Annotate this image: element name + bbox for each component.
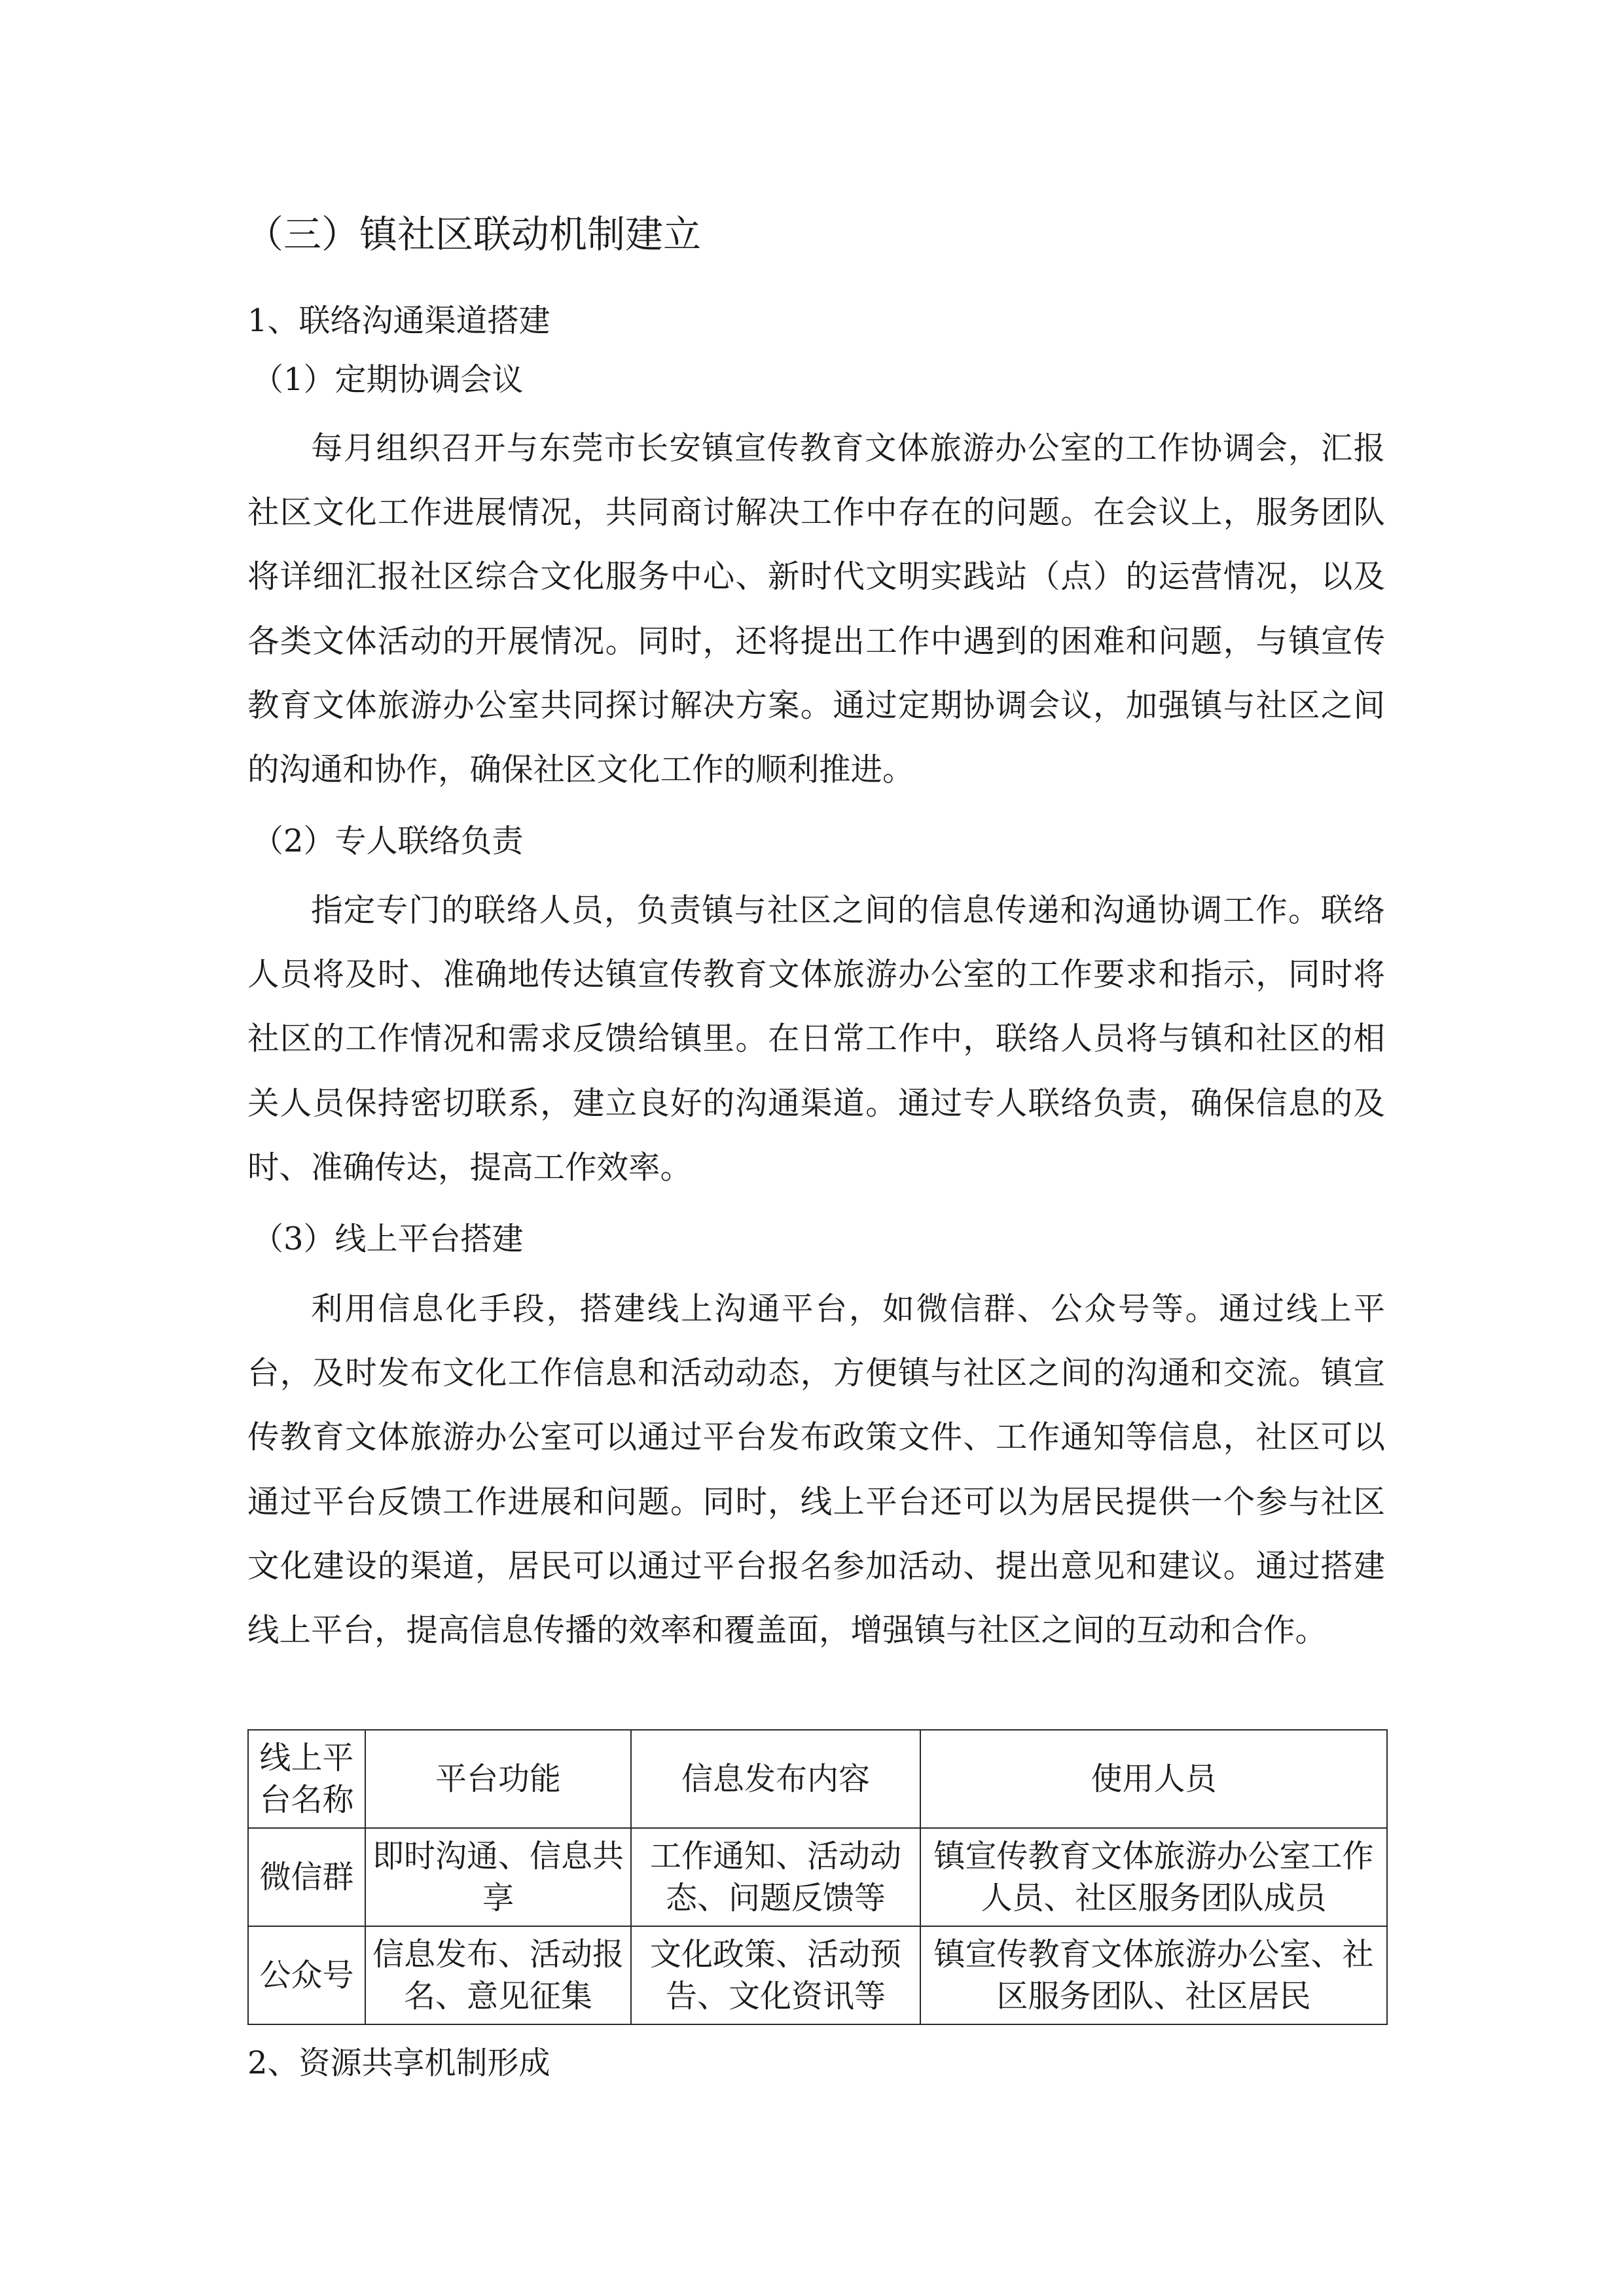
platform-table [247, 1729, 1388, 2025]
subsection-heading-1: 1、联络沟通渠道搭建 [247, 302, 550, 339]
table-cell: 微信群 [248, 1828, 365, 1926]
paragraph-online-platform: 利用信息化手段，搭建线上沟通平台，如微信群、公众号等。通过线上平台，及时发布文化工作信息和活动动态，方便镇与社区之间的沟通和交流。镇宣传教育文体旅游办公室可以通过平台发布政策文件、工作通知等信息，社区可以通过平台反馈工作进展和问题。同时，线上平台还可以为居民提供一个参与社区文化建设的渠道，居民可以通过平台报名参加活动、提出意见和建议。通过搭建线上平台，提高信息传播的效率和覆盖面，增强镇与社区之间的互动和合作。 [247, 1291, 1385, 1649]
table-cell: 工作通知、活动动态、问题反馈等 [631, 1828, 920, 1926]
table-header-cell: 线上平台名称 [248, 1730, 365, 1828]
paragraph-meeting: 每月组织召开与东莞市长安镇宣传教育文体旅游办公室的工作协调会，汇报社区文化工作进展情况，共同商讨解决工作中存在的问题。在会议上，服务团队将详细汇报社区综合文化服务中心、新时代文明实践站（点）的运营情况，以及各类文体活动的开展情况。同时，还将提出工作中遇到的困难和问题，与镇宣传教育文体旅游办公室共同探讨解决方案。通过定期协调会议，加强镇与社区之间的沟通和协作，确保社区文化工作的顺利推进。 [247, 430, 1385, 789]
item-heading-3: （3）线上平台搭建 [252, 1221, 524, 1257]
item-heading-2: （2）专人联络负责 [252, 823, 524, 859]
table-cell: 信息发布、活动报名、意见征集 [365, 1926, 631, 2024]
table-header-cell: 使用人员 [920, 1730, 1387, 1828]
table-header-cell: 平台功能 [365, 1730, 631, 1828]
table-cell: 镇宣传教育文体旅游办公室工作人员、社区服务团队成员 [920, 1828, 1387, 1926]
table-cell: 镇宣传教育文体旅游办公室、社区服务团队、社区居民 [920, 1926, 1387, 2024]
table-header-cell: 信息发布内容 [631, 1730, 920, 1828]
subsection-heading-2: 2、资源共享机制形成 [247, 2045, 550, 2081]
section-title: （三）镇社区联动机制建立 [245, 212, 702, 257]
table-cell: 公众号 [248, 1926, 365, 2024]
table-cell: 即时沟通、信息共享 [365, 1828, 631, 1926]
table-cell: 文化政策、活动预告、文化资讯等 [631, 1926, 920, 2024]
table-row [248, 1926, 1387, 2024]
paragraph-liaison: 指定专门的联络人员，负责镇与社区之间的信息传递和沟通协调工作。联络人员将及时、准确地传达镇宣传教育文体旅游办公室的工作要求和指示，同时将社区的工作情况和需求反馈给镇里。在日常工作中，联络人员将与镇和社区的相关人员保持密切联系，建立良好的沟通渠道。通过专人联络负责，确保信息的及时、准确传达，提高工作效率。 [247, 892, 1385, 1186]
table-header-row [248, 1730, 1387, 1828]
item-heading-1: （1）定期协调会议 [252, 361, 524, 398]
table-row [248, 1828, 1387, 1926]
